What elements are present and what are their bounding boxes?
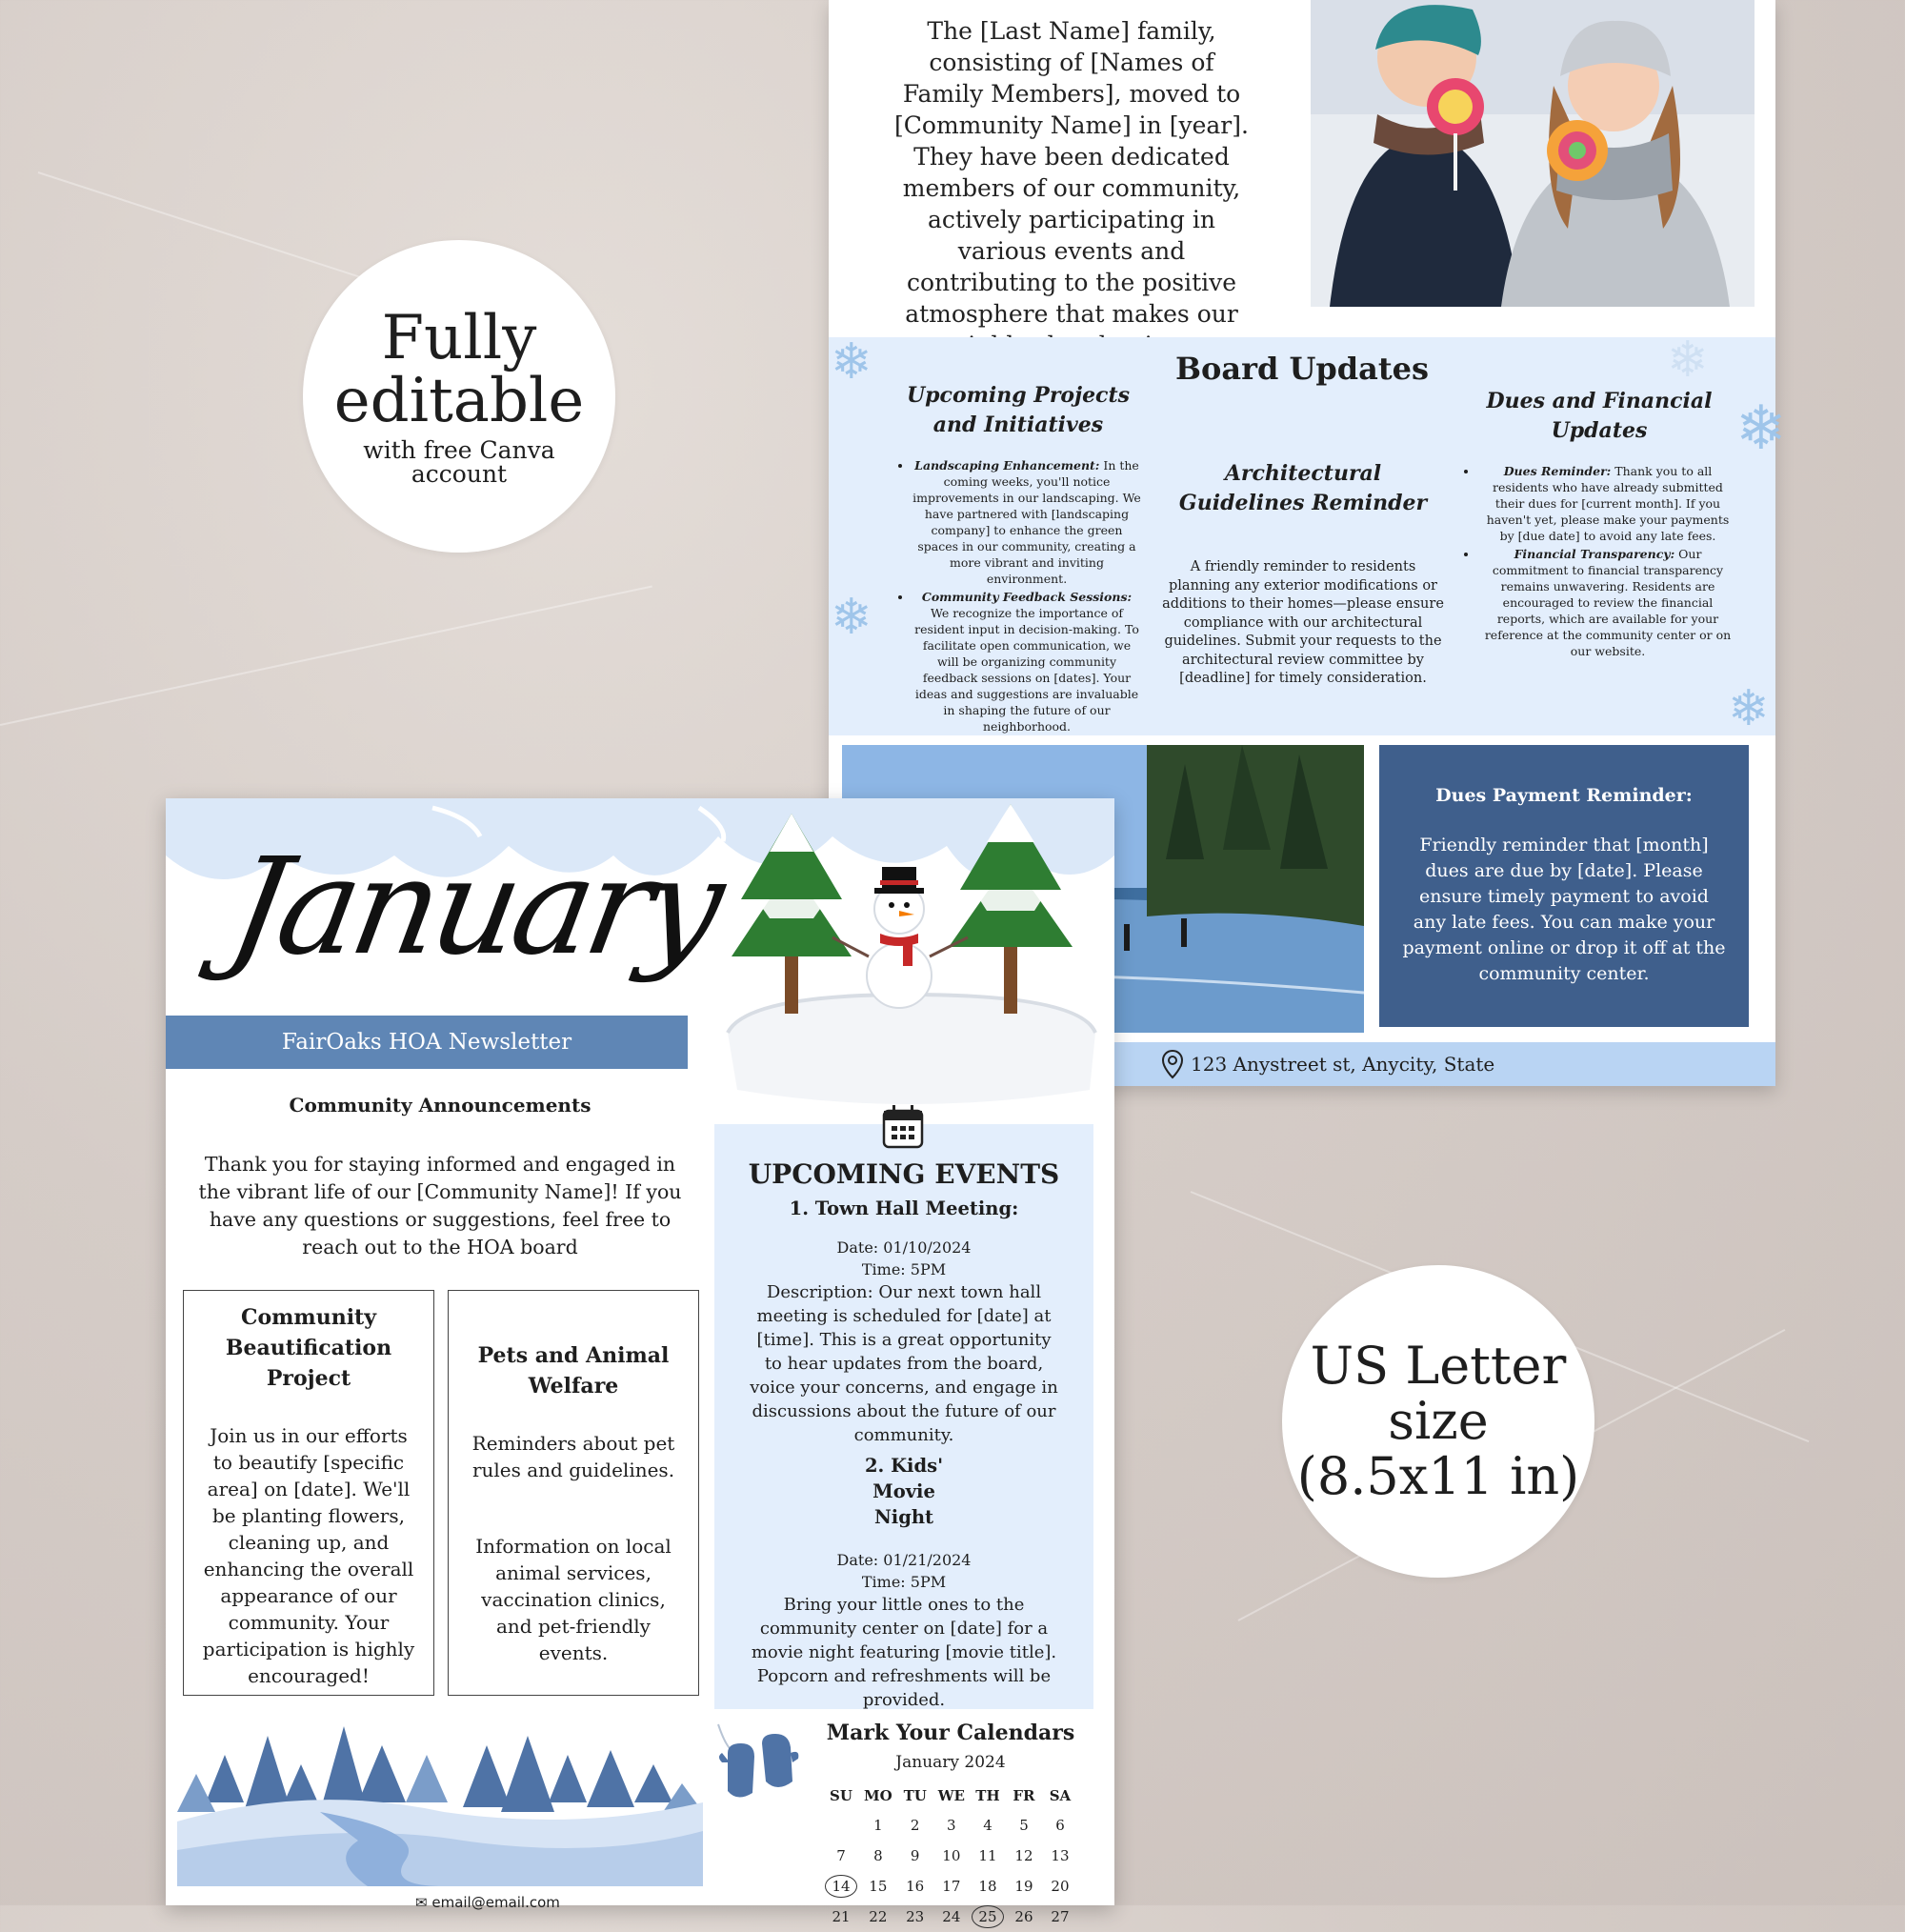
calendar-grid [823,1781,1078,1932]
family-spotlight-text: The [Last Name] family, consisting of [Names of Family Members], moved to [Community Name] in [year]. They have been dedicated members of our community, actively participating in various events and contributing to the positive atmosphere that makes our [894,17,1249,328]
calendar-day-header: WE [937,1787,965,1804]
calendar-day: 9 [910,1847,920,1864]
calendar-month: January 2024 [895,1753,1006,1772]
list-item: • Dues Reminder: Thank you to all residents who have already submitted their dues for [current month]. If you haven't yet, please make your payments by [due date] to avoid any late fees. [1478,463,1737,544]
board-updates-title: Board Updates [1174,351,1430,387]
architectural-guidelines-title: Architectural Guidelines Reminder [1178,461,1428,515]
email-text: email@email.com [431,1894,560,1911]
calendar-day: 18 [978,1878,997,1895]
pets-animal-welfare-box [448,1290,699,1696]
dues-payment-reminder-box [1379,745,1749,1027]
snowman-trees-illustration [718,804,1109,1147]
mittens-illustration [709,1715,808,1806]
event-2-time: Time: 5PM [861,1573,947,1591]
calendar-day-header: MO [864,1787,892,1804]
upcoming-events-title: UPCOMING EVENTS [748,1158,1060,1190]
marble-vein [0,585,652,725]
calendar-day: 27 [1051,1908,1070,1925]
calendar-day: 6 [1055,1817,1065,1834]
location-pin-icon [1162,1050,1183,1078]
calendar-day: 7 [836,1847,846,1864]
calendar-day-circled: 14 [823,1871,859,1902]
mark-your-calendars [808,1721,1093,1932]
calendar-day: 12 [1014,1847,1033,1864]
beautification-project-box [183,1290,434,1696]
calendar-day: 24 [942,1908,961,1925]
board-updates-section [829,332,1787,737]
community-announcements-title: Community Announcements [289,1094,592,1117]
calendar-title: Mark Your Calendars [826,1721,1075,1745]
snowflake-icon: ❄ [1667,332,1709,389]
list-item: • Financial Transparency: Our commitment to financial transparency remains unwavering. Residents are encouraged to review the financial reports, which are available for your reference at the community center or on our website. [1478,546,1737,659]
calendar-day: 1 [873,1817,883,1834]
list-item: • Community Feedback Sessions: We recognize the importance of resident input in decision-making. To facilitate open communication, we will be organizing community feedback sessions on [dates]. Your ideas and suggestions are invaluable in shaping the future of our neighborhood. [912,589,1141,735]
dues-payment-title: Dues Payment Reminder: [1435,785,1693,806]
pets-rules-text: Reminders about pet rules and guidelines. [471,1432,675,1481]
upcoming-projects-title: Upcoming Projects and Initiatives [906,383,1131,437]
calendar-day: 4 [983,1817,993,1834]
calendar-day: 23 [906,1908,925,1925]
dues-payment-text: Friendly reminder that [month] dues are due by [date]. Please ensure timely payment to avoid any late fees. You can make your payment online or drop it off at the community center. [1402,835,1726,984]
pets-animal-welfare-title: Pets and Animal Welfare [477,1343,670,1399]
dues-financial-title: Dues and Financial Updates [1486,389,1713,443]
address-text: 123 Anystreet st, Anycity, State [1191,1053,1495,1076]
event-1-title: 1. Town Hall Meeting: [789,1197,1019,1219]
event-2-description: Bring your little ones to the community center on [date] for a movie night featuring [movie title]. Popcorn and refreshments will be provided. [751,1595,1057,1710]
newsletter-title-bar [166,1016,688,1069]
beautification-project-title: Community Beautification Project [225,1305,392,1391]
calendar-day [823,1810,859,1841]
size-badge [1282,1265,1594,1578]
badge-size: size [1388,1391,1489,1451]
calendar-day: 3 [947,1817,956,1834]
calendar-day: 17 [942,1878,961,1895]
badge-us-letter: US Letter [1310,1336,1567,1396]
calendar-day: 2 [910,1817,920,1834]
calendar-day: 5 [1019,1817,1029,1834]
newsletter-title: FairOaks HOA Newsletter [281,1030,572,1055]
badge-dimensions: (8.5x11 in) [1296,1446,1580,1506]
event-2-date: Date: 01/21/2024 [836,1551,972,1569]
event-1-time: Time: 5PM [861,1260,947,1278]
architectural-guidelines-text: A friendly reminder to residents planning any exterior modifications or additions to their homes—please ensure compliance with our architectural guidelines. Submit your requests to the architectural review committee by [deadline] for timely consideration. [1162,559,1444,686]
badge-account-line: account [411,460,508,488]
calendar-day: 19 [1014,1878,1033,1895]
pets-services-text: Information on local animal services, vaccination clinics, and pet-friendly events. [475,1535,672,1664]
calendar-day-header: TH [975,1787,1000,1804]
snowflake-icon: ❄ [1735,393,1787,464]
calendar-day-header: SA [1049,1787,1072,1804]
calendar-day-header: FR [1013,1787,1035,1804]
list-item: • Landscaping Enhancement: In the coming weeks, you'll notice improvements in our landscaping. We have partnered with [landscaping company] to enhance the green spaces in our community, creating a more vibrant and inviting environment. [912,457,1141,587]
calendar-day: 10 [942,1847,961,1864]
calendar-day: 13 [1051,1847,1070,1864]
badge-editable: editable [333,366,585,436]
kids-winter-photo [1311,0,1755,307]
dues-financial-column [1461,387,1737,661]
snowflake-icon: ❄ [1728,680,1770,737]
beautification-project-text: Join us in our efforts to beautify [specific area] on [date]. We'll be planting flowers, cleaning up, and enhancing the overall appearance of our community. Your participation is highly encouraged! [202,1424,415,1687]
calendar-day-header: SU [830,1787,852,1804]
upcoming-events-section [714,1124,1093,1709]
event-1-description: Description: Our next town hall meeting is scheduled for [date] at [time]. This is a great opportunity to hear updates from the board, voice your concerns, and engage in discussions about the future of our community. [750,1282,1058,1445]
event-1-date: Date: 01/10/2024 [836,1238,972,1257]
newsletter-front-page [166,798,1114,1925]
month-script-title: January [218,830,730,985]
calendar-day: 11 [978,1847,997,1864]
editable-badge [303,240,615,553]
snowflake-icon: ❄ [831,333,872,391]
calendar-icon [882,1103,924,1149]
badge-fully: Fully [381,303,537,373]
envelope-icon: ✉ [415,1894,428,1911]
community-announcements-text: Thank you for staying informed and engaged in the vibrant life of our [Community Name]! If you have any questions or suggestions, feel free to reach out to the HOA board [198,1153,682,1258]
calendar-day: 16 [906,1878,925,1895]
calendar-day: 22 [869,1908,888,1925]
email-line [415,1894,560,1911]
calendar-day-circled: 25 [970,1902,1006,1932]
snowflake-icon: ❄ [831,589,872,646]
calendar-day: 20 [1051,1878,1070,1895]
calendar-day-header: TU [903,1787,927,1804]
badge-canva-line: with free Canva [363,436,555,464]
architectural-guidelines-column [1162,459,1444,689]
event-2-title: 2. Kids' Movie Night [864,1455,944,1528]
winter-forest-illustration [177,1698,703,1886]
upcoming-projects-column [895,381,1141,736]
calendar-day: 21 [832,1908,851,1925]
calendar-day: 8 [873,1847,883,1864]
calendar-day: 15 [869,1878,888,1895]
dues-financial-list [1461,463,1737,659]
calendar-day: 26 [1014,1908,1033,1925]
upcoming-projects-list [895,457,1141,735]
